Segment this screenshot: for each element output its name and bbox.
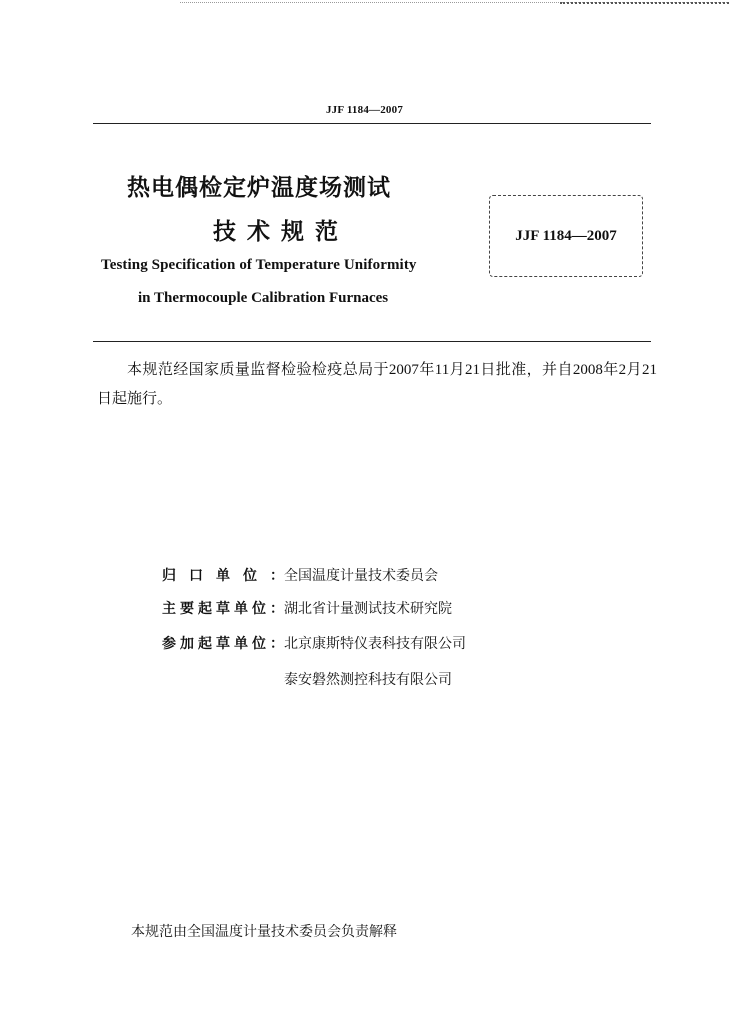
- approval-statement: 本规范经国家质量监督检验检疫总局于2007年11月21日批准，并自2008年2月21日起施行。: [97, 362, 657, 407]
- header-rule: [93, 123, 651, 124]
- title-chinese-line-2: 技术规范: [213, 219, 349, 245]
- unit-label: 主要起草单位：: [162, 601, 284, 617]
- section-rule: [93, 341, 651, 342]
- unit-value: 湖北省计量测试技术研究院: [284, 601, 452, 617]
- unit-label: 归口单位：: [162, 568, 284, 584]
- specification-code-box: [489, 195, 643, 277]
- interpretation-note: 本规范由全国温度计量技术委员会负责解释: [131, 924, 397, 940]
- title-english-line-2: in Thermocouple Calibration Furnaces: [138, 290, 389, 306]
- specification-code: JJF 1184—2007: [515, 227, 617, 244]
- title-english-line-1: Testing Specification of Temperature Uniformity: [101, 257, 417, 273]
- unit-label: 参加起草单位：: [162, 636, 284, 652]
- unit-value: 北京康斯特仪表科技有限公司: [284, 636, 466, 652]
- title-chinese-line-1: 热电偶检定炉温度场测试: [127, 175, 391, 201]
- scan-artifact: [560, 2, 729, 8]
- unit-value: 全国温度计量技术委员会: [284, 568, 438, 584]
- running-header-code: JJF 1184—2007: [325, 104, 404, 116]
- unit-value: 泰安磐然测控科技有限公司: [284, 672, 452, 688]
